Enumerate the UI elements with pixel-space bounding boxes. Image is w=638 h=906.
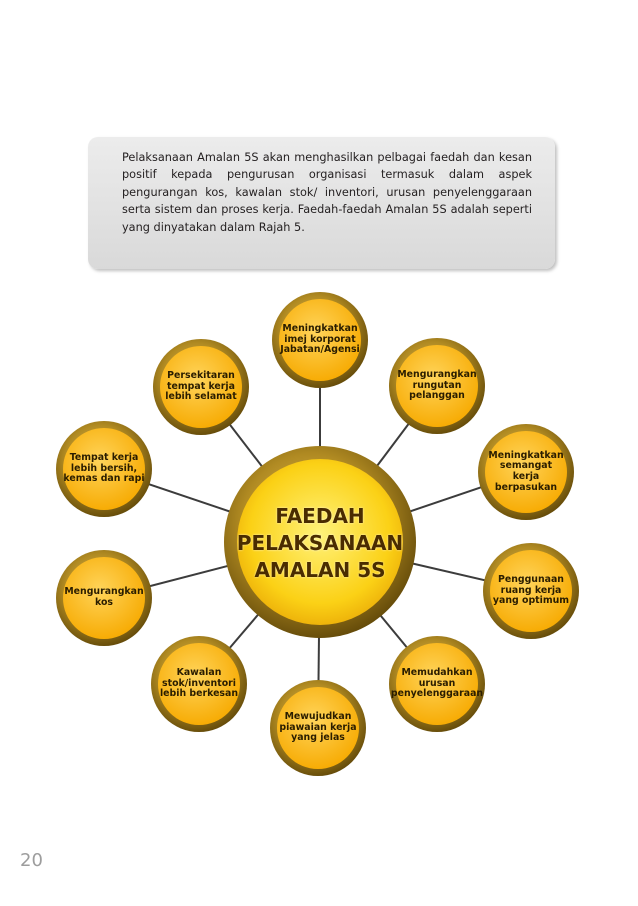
page-number: 20 <box>20 850 43 871</box>
center-label-line2: PELAKSANAAN <box>236 530 404 555</box>
benefit-label-mengurangkan-kos: Mengurangkan kos <box>64 586 144 608</box>
benefit-label-meningkatkan-imej-korporat: Meningkatkan imej korporat Jabatan/Agensi <box>280 323 360 356</box>
intro-paragraph: Pelaksanaan Amalan 5S akan menghasilkan pelbagai faedah dan kesan positif kepada pengurusan organisasi termasuk dalam aspek pengurangan kos, kawalan stok/ inventori, urusan penyelenggaraan serta sistem dan proses kerja. Faedah-faedah Amalan 5S adalah seperti yang dinyatakan dalam Rajah 5. <box>122 151 532 234</box>
benefit-label-penggunaan-ruang-kerja: Penggunaan ruang kerja yang optimum <box>492 574 570 607</box>
benefit-label-memudahkan-urusan-penyelenggaraan: Memudahkan urusan penyelenggaraan <box>390 667 484 700</box>
benefit-label-tempat-kerja-lebih: Tempat kerja lebih bersih, kemas dan rapi <box>63 452 145 485</box>
center-label-line1: FAEDAH <box>275 503 365 528</box>
center-label <box>232 490 408 596</box>
benefit-label-mengurangkan-rungutan-pelanggan: Mengurangkan rungutan pelanggan <box>397 369 477 402</box>
center-label-line3: AMALAN 5S <box>254 557 386 582</box>
benefit-label-mewujudkan-piawaian-kerja: Mewujudkan piawaian kerja yang jelas <box>279 711 357 744</box>
benefit-label-persekitaran-tempat-kerja: Persekitaran tempat kerja lebih selamat <box>165 370 237 403</box>
benefit-label-meningkatkan-semangat-kerja: Meningkatkan semangat kerja berpasukan <box>488 449 564 493</box>
benefit-label-kawalan-stok-inventori: Kawalan stok/inventori lebih berkesan <box>159 667 239 700</box>
